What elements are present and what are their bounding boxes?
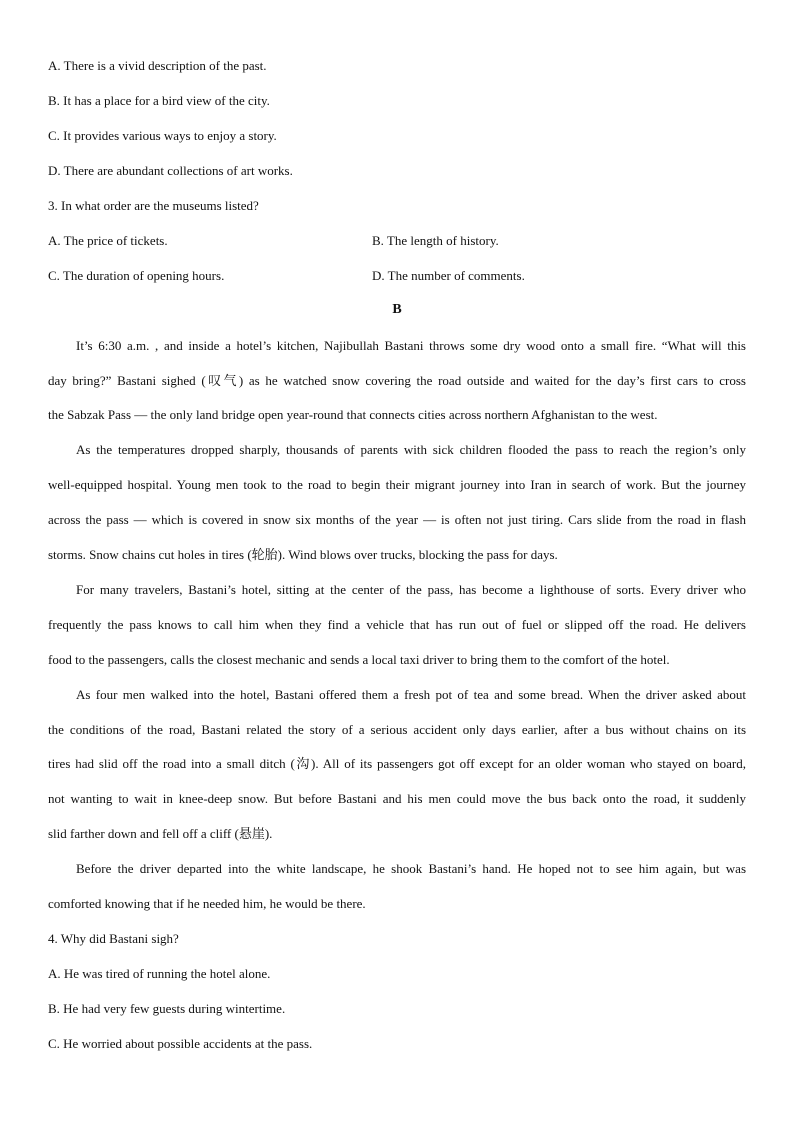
passage-line: the Sabzak Pass — the only land bridge open year-round that connects cities across northern Afghanistan to the west. [48,407,658,422]
passage-line: slid farther down and fell off a cliff (悬崖). [48,826,273,841]
q4-option-c: C. He worried about possible accidents at the pass. [48,1036,313,1051]
q4-option-b: B. He had very few guests during wintertime. [48,1001,286,1016]
passage-line: not wanting to wait in knee-deep snow. But before Bastani and his men could move the bus back onto the road, it suddenly [48,791,746,806]
passage-line: frequently the pass knows to call him when they find a vehicle that has run out of fuel or slipped off the road. He delivers [48,617,746,632]
passage-line: It’s 6:30 a.m. , and inside a hotel’s kitchen, Najibullah Bastani throws some dry wood onto a small fire. “What will this [76,338,746,353]
passage-line: food to the passengers, calls the closest mechanic and sends a local taxi driver to bring them to the comfort of the hotel. [48,652,670,667]
q2-option-c: C. It provides various ways to enjoy a story. [48,128,277,143]
passage-line: storms. Snow chains cut holes in tires (轮胎). Wind blows over trucks, blocking the pass for days. [48,547,558,562]
passage-line: As four men walked into the hotel, Bastani offered them a fresh pot of tea and some bread. When the driver asked about [76,687,746,702]
passage-line: Before the driver departed into the white landscape, he shook Bastani’s hand. He hoped not to see him again, but was [76,861,746,876]
passage-line: tires had slid off the road into a small ditch (沟). All of its passengers got off except for an older woman who stayed on board, [48,756,746,771]
passage-line: day bring?” Bastani sighed (叹气) as he watched snow covering the road outside and waited for the day’s first cars to cross [48,373,746,388]
q2-option-d: D. There are abundant collections of art works. [48,163,293,178]
passage-line: well-equipped hospital. Young men took to the road to begin their migrant journey into Iran in search of work. But the journey [48,477,746,492]
q3-option-d: D. The number of comments. [372,268,525,283]
q3-option-b: B. The length of history. [372,233,499,248]
passage-line: For many travelers, Bastani’s hotel, sitting at the center of the pass, has become a lighthouse of sorts. Every driver who [76,582,746,597]
passage-line: across the pass — which is covered in snow six months of the year — is often not just tiring. Cars slide from the road in flash [48,512,746,527]
passage-line: the conditions of the road, Bastani related the story of a serious accident only days earlier, after a bus without chains on its [48,722,746,737]
q3-option-c: C. The duration of opening hours. [48,268,225,283]
q3-option-a: A. The price of tickets. [48,233,168,248]
q3-stem: 3. In what order are the museums listed? [48,198,259,213]
section-b-heading: B [392,302,402,317]
q2-option-a: A. There is a vivid description of the past. [48,58,267,73]
q4-option-a: A. He was tired of running the hotel alone. [48,966,271,981]
passage-line: As the temperatures dropped sharply, thousands of parents with sick children flooded the pass to reach the region’s only [76,442,746,457]
q4-stem: 4. Why did Bastani sigh? [48,931,179,946]
passage-line: comforted knowing that if he needed him, he would be there. [48,896,366,911]
q2-option-b: B. It has a place for a bird view of the city. [48,93,270,108]
